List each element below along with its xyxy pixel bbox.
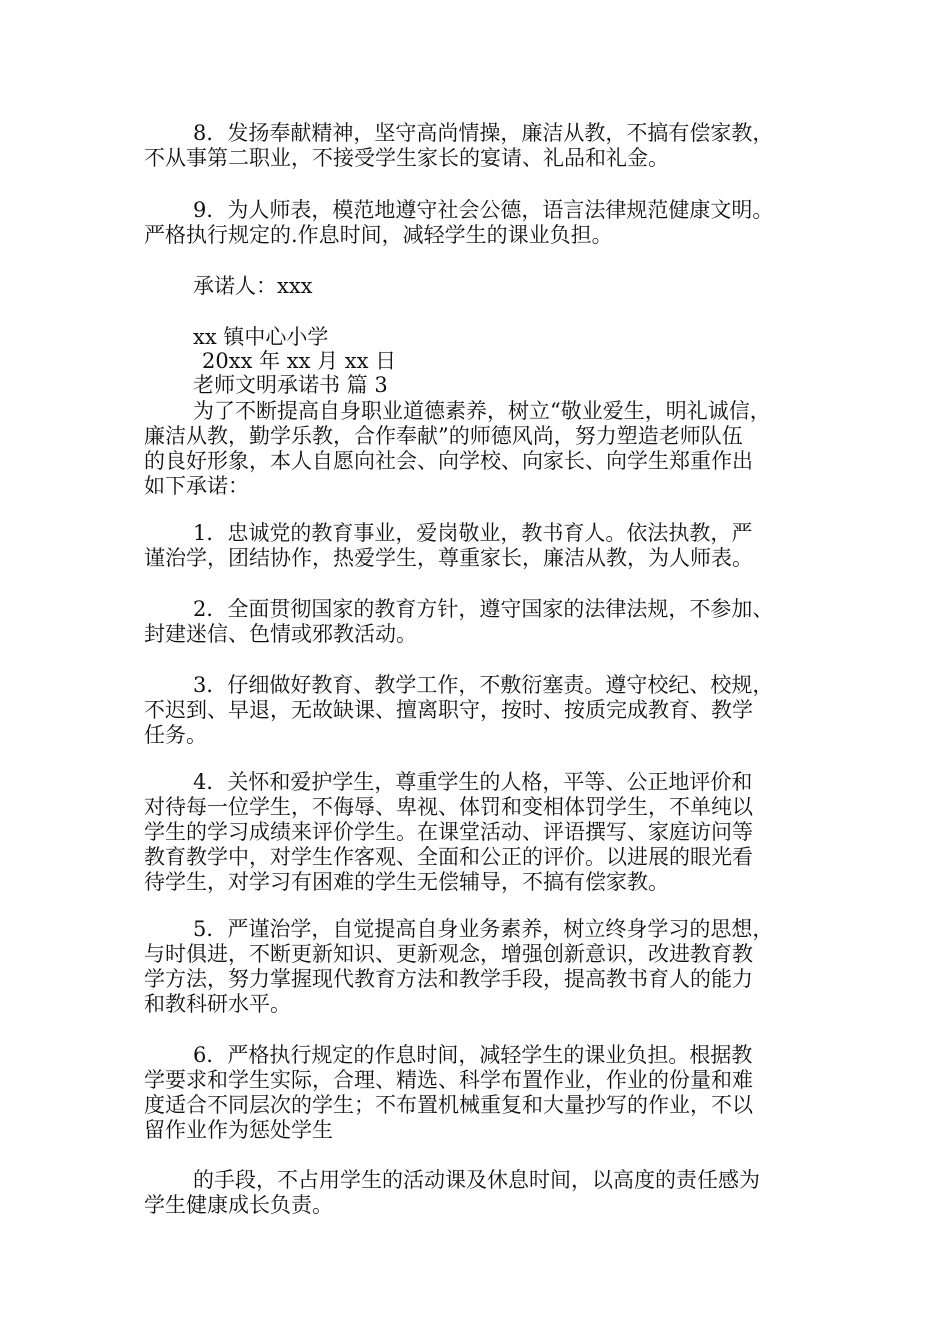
text-line: 不从事第二职业，不接受学生家长的宴请、礼品和礼金。: [144, 146, 669, 170]
text-line: 任务。: [144, 723, 207, 747]
text-line: 留作业作为惩处学生: [144, 1118, 333, 1142]
text-line: 6．严格执行规定的作息时间，减轻学生的课业负担。根据教: [193, 1043, 753, 1067]
text-line: 严格执行规定的.作息时间，减轻学生的课业负担。: [144, 223, 613, 247]
paragraph-item-6-continued: [144, 1168, 824, 1218]
text-line: 2．全面贯彻国家的教育方针，遵守国家的法律法规，不参加、: [193, 597, 774, 621]
text-line: 教育教学中，对学生作客观、全面和公正的评价。以进展的眼光看: [144, 845, 753, 869]
text-line: 学生健康成长负责。: [144, 1193, 333, 1217]
text-line: 20xx 年 xx 月 xx 日: [202, 349, 397, 373]
section-title: [144, 373, 824, 398]
text-line: 的良好形象，本人自愿向社会、向学校、向家长、向学生郑重作出: [144, 449, 753, 473]
paragraph-item-8: [144, 121, 824, 171]
text-line: 1．忠诚党的教育事业，爱岗敬业，教书育人。依法执教，严: [193, 521, 753, 545]
text-line: 承诺人：xxx: [193, 274, 313, 298]
text-line: 封建迷信、色情或邪教活动。: [144, 622, 417, 646]
text-line: 不迟到、早退，无故缺课、擅离职守，按时、按质完成教育、教学: [144, 698, 753, 722]
text-line: 对待每一位学生，不侮辱、卑视、体罚和变相体罚学生，不单纯以: [144, 795, 753, 819]
text-line: 谨治学，团结协作，热爱学生，尊重家长，廉洁从教，为人师表。: [144, 546, 753, 570]
text-line: 5．严谨治学，自觉提高自身业务素养，树立终身学习的思想，: [193, 917, 774, 941]
text-line: 如下承诺：: [144, 474, 249, 498]
promisor-line: [144, 274, 824, 299]
text-line: 待学生，对学习有困难的学生无偿辅导，不搞有偿家教。: [144, 870, 669, 894]
text-line: 度适合不同层次的学生；不布置机械重复和大量抄写的作业，不以: [144, 1093, 753, 1117]
paragraph-item-3: [144, 673, 824, 748]
text-line: 和教科研水平。: [144, 992, 291, 1016]
text-line: 4．关怀和爱护学生，尊重学生的人格，平等、公正地评价和: [193, 770, 753, 794]
date-line: [144, 349, 824, 374]
paragraph-item-4: [144, 770, 824, 895]
text-line: 学方法，努力掌握现代教育方法和教学手段，提高教书育人的能力: [144, 967, 753, 991]
paragraph-item-1: [144, 521, 824, 571]
text-line: 学生的学习成绩来评价学生。在课堂活动、评语撰写、家庭访问等: [144, 820, 753, 844]
paragraph-item-2: [144, 597, 824, 647]
text-line: 与时俱进，不断更新知识、更新观念，增强创新意识，改进教育教: [144, 942, 753, 966]
intro-paragraph: [144, 399, 824, 499]
text-line: 3．仔细做好教育、教学工作，不敷衍塞责。遵守校纪、校规，: [193, 673, 774, 697]
text-line: xx 镇中心小学: [193, 325, 329, 349]
text-line: 老师文明承诺书 篇 3: [193, 373, 388, 397]
text-line: 学要求和学生实际，合理、精选、科学布置作业，作业的份量和难: [144, 1068, 753, 1092]
text-line: 8．发扬奉献精神，坚守高尚情操，廉洁从教，不搞有偿家教，: [193, 121, 774, 145]
text-line: 的手段，不占用学生的活动课及休息时间，以高度的责任感为: [193, 1168, 760, 1192]
paragraph-item-6: [144, 1043, 824, 1143]
text-line: 廉洁从教，勤学乐教，合作奉献”的师德风尚，努力塑造老师队伍: [144, 424, 743, 448]
paragraph-item-9: [144, 198, 824, 248]
paragraph-item-5: [144, 917, 824, 1017]
text-line: 9．为人师表，模范地遵守社会公德，语言法律规范健康文明。: [193, 198, 774, 222]
school-name: [144, 325, 824, 350]
text-line: 为了不断提高自身职业道德素养，树立“敬业爱生，明礼诚信，: [193, 399, 771, 423]
